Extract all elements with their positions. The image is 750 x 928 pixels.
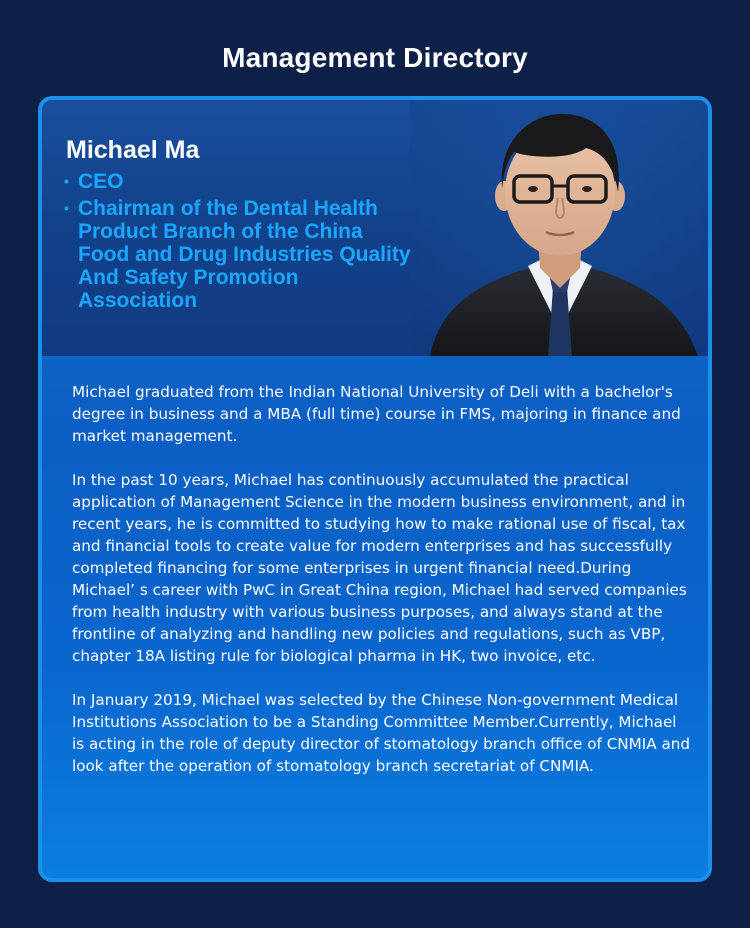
profile-card bbox=[38, 96, 712, 882]
profile-header bbox=[42, 100, 708, 356]
biography bbox=[72, 381, 692, 799]
bullet-icon: • bbox=[64, 200, 69, 216]
title-text: CEO bbox=[78, 170, 124, 193]
profile-titles bbox=[62, 170, 412, 316]
bio-paragraph: Michael graduated from the Indian National University of Deli with a bachelor's degree in business and a MBA (full time) course in FMS, majoring in finance and market management. bbox=[72, 383, 681, 445]
portrait-photo bbox=[410, 100, 708, 356]
profile-title-item bbox=[62, 197, 412, 312]
bio-paragraph: In January 2019, Michael was selected by the Chinese Non-government Medical Institutions Association to be a Standing Committee Member.Currently, Michael is acting in the role of deputy director of stomatology branch office of CNMIA and look after the operation of stomatology branch secretariat of CNMIA. bbox=[72, 691, 691, 775]
profile-name: Michael Ma bbox=[66, 136, 200, 164]
bullet-icon: • bbox=[64, 173, 69, 189]
bio-paragraph: In the past 10 years, Michael has continuously accumulated the practical application of Management Science in the modern business environment, and in recent years, he is committed to studying how to make rational use of fiscal, tax and financial tools to create value for modern enterprises and has successfully completed financing for some enterprises in urgent financial need.During Michael’ s career with PwC in Great China region, Michael had served companies from health industry with various business purposes, and always stand at the frontline of analyzing and handling new policies and regulations, such as VBP, chapter 18A listing rule for biological pharma in HK, two invoice, etc. bbox=[72, 471, 687, 665]
title-text: Chairman of the Dental Health Product Branch of the China Food and Drug Industries Quality And Safety Promotion Association bbox=[78, 197, 411, 312]
page-title: Management Directory bbox=[222, 42, 528, 73]
profile-title-item bbox=[62, 170, 412, 193]
